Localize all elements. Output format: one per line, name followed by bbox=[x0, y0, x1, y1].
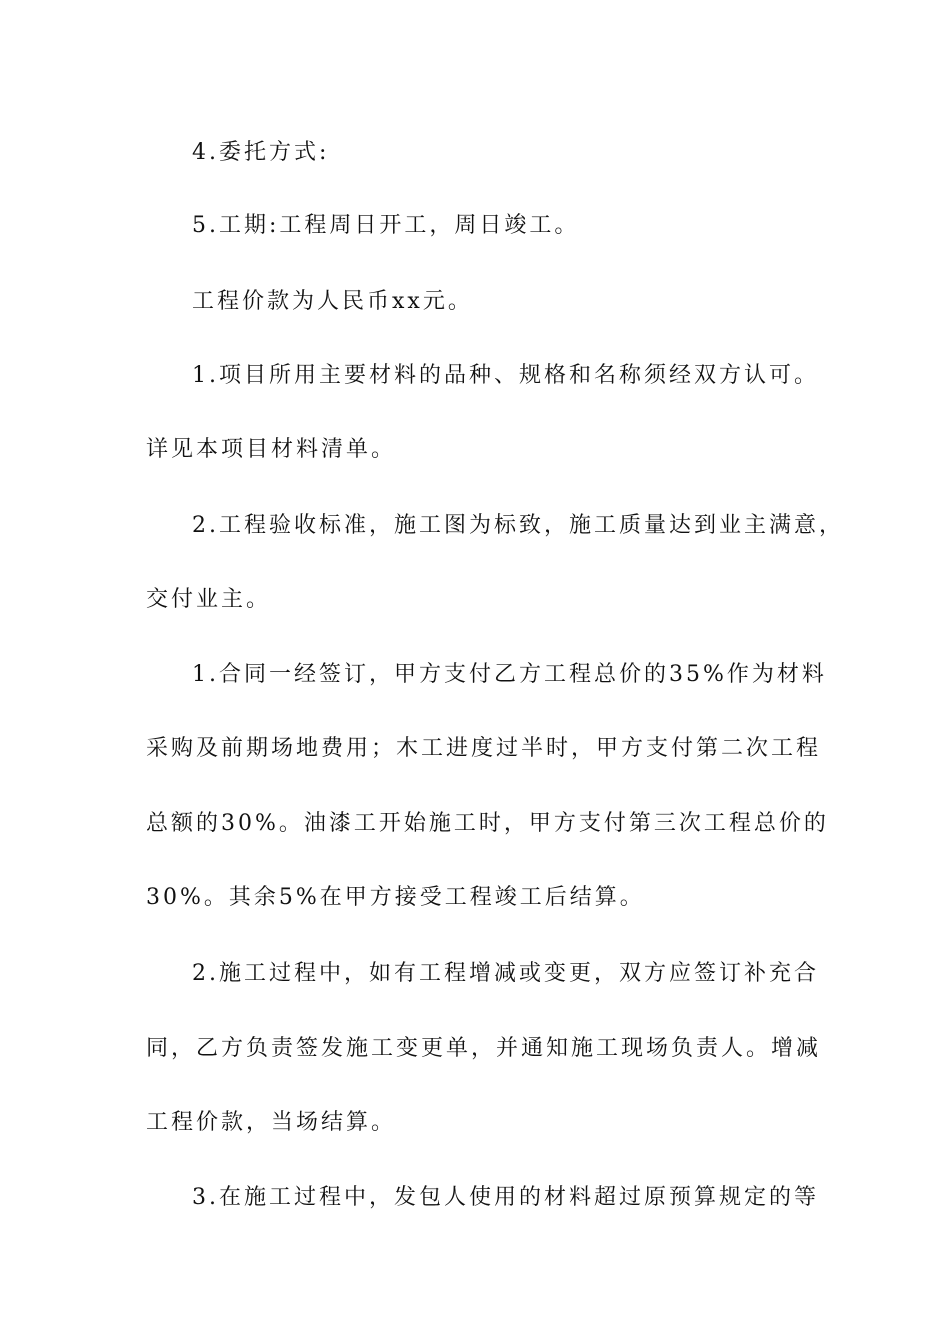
text-line-payment-final: 30%。其余5%在甲方接受工程竣工后结算。 bbox=[146, 885, 645, 910]
text-line-delivery: 交付业主。 bbox=[146, 587, 272, 612]
text-line-payment-first: 1.合同一经签订，甲方支付乙方工程总价的35%作为材料 bbox=[192, 662, 827, 687]
text-line-change-orders-continued: 同，乙方负责签发施工变更单，并通知施工现场负责人。增减 bbox=[146, 1036, 822, 1061]
text-line-payment-second: 采购及前期场地费用；木工进度过半时，甲方支付第二次工程 bbox=[146, 736, 822, 761]
text-line-payment-method: 4.委托方式: bbox=[192, 140, 330, 165]
text-line-contract-price: 工程价款为人民币xx元。 bbox=[192, 289, 473, 314]
text-line-materials: 1.项目所用主要材料的品种、规格和名称须经双方认可。 bbox=[192, 363, 819, 388]
text-line-acceptance-standard: 2.工程验收标准，施工图为标致，施工质量达到业主满意， bbox=[192, 513, 844, 538]
text-line-materials-list: 详见本项目材料清单。 bbox=[146, 437, 397, 462]
text-line-material-overrun: 3.在施工过程中，发包人使用的材料超过原预算规定的等 bbox=[192, 1185, 819, 1210]
text-line-work-period: 5.工期:工程周日开工，周日竣工。 bbox=[192, 213, 580, 238]
text-line-settlement: 工程价款，当场结算。 bbox=[146, 1110, 397, 1135]
text-line-change-orders: 2.施工过程中，如有工程增减或变更，双方应签订补充合 bbox=[192, 961, 819, 986]
text-line-payment-third: 总额的30%。油漆工开始施工时，甲方支付第三次工程总价的 bbox=[146, 811, 829, 836]
